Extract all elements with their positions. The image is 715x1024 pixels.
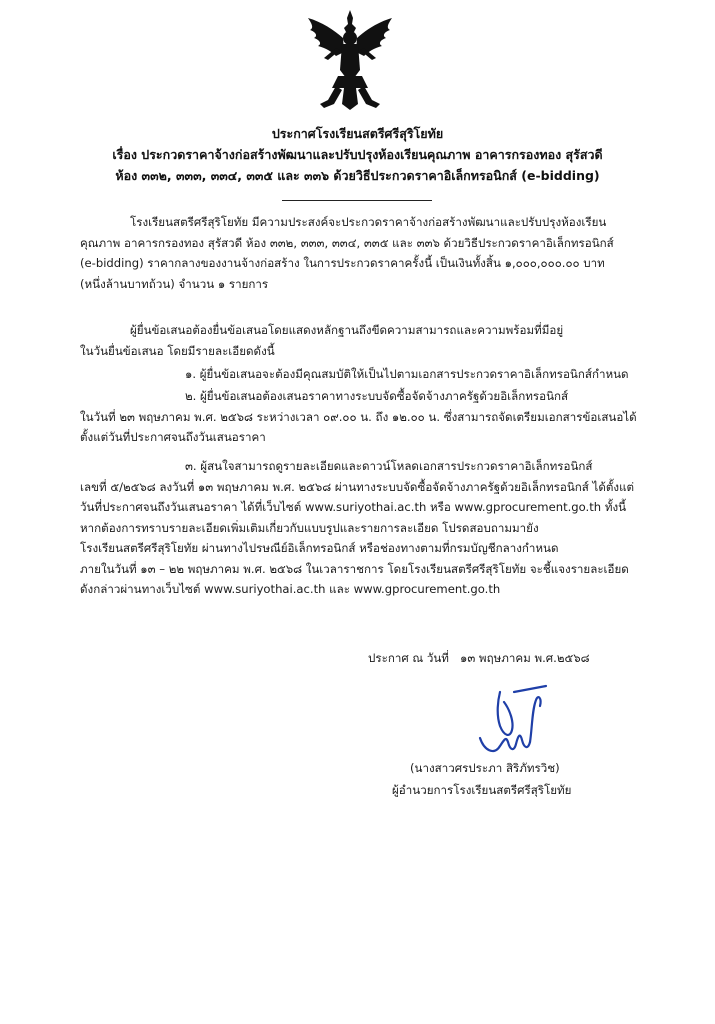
paragraph-line: (หนึ่งล้านบาทถ้วน) จำนวน ๑ รายการ [80, 276, 269, 291]
paragraph-line: วันที่ประกาศจนถึงวันเสนอราคา ได้ที่เว็บไซต์ www.suriyothai.ac.th หรือ www.gprocurement.go.th ทั้งนี้ [80, 500, 627, 514]
paragraph-line: ตั้งแต่วันที่ประกาศจนถึงวันเสนอราคา [80, 430, 266, 444]
paragraph-line: โรงเรียนสตรีศรีสุริโยทัย มีความประสงค์จะประกวดราคาจ้างก่อสร้างพัฒนาและปรับปรุงห้องเรียน [130, 215, 607, 229]
list-item-text: ๑. ผู้ยื่นข้อเสนอจะต้องมีคุณสมบัติให้เป็นไปตามเอกสารประกวดราคาอิเล็กทรอนิกส์กำหนด [185, 367, 629, 381]
paragraph-line: ๒. ผู้ยื่นข้อเสนอต้องเสนอราคาทางระบบจัดซื้อจัดจ้างภาครัฐด้วยอิเล็กทรอนิกส์ [185, 389, 569, 403]
paragraph-line: (e-bidding) ราคากลางของงานจ้างก่อสร้าง ในการประกวดราคาครั้งนี้ เป็นเงินทั้งสิ้น ๑,๐๐๐,๐๐๐.๐๐ บาท [80, 256, 605, 270]
signatory-name: (นางสาวศรประภา สิริภัทรวิช) [410, 761, 560, 775]
paragraph-line: ภายในวันที่ ๑๓ – ๒๒ พฤษภาคม พ.ศ. ๒๕๖๘ ในเวลาราชการ โดยโรงเรียนสตรีศรีสุริโยทัย จะชี้แจงรายละเอียด [80, 561, 629, 576]
paragraph-line: ในวันยื่นข้อเสนอ โดยมีรายละเอียดดังนี้ [80, 343, 275, 358]
announcement-heading: ประกาศโรงเรียนสตรีศรีสุริโยทัย [271, 126, 444, 141]
announcement-subject-rooms: ห้อง ๓๓๒, ๓๓๓, ๓๓๔, ๓๓๕ และ ๓๓๖ ด้วยวิธีประกวดราคาอิเล็กทรอนิกส์ (e-bidding) [115, 168, 600, 183]
paragraph-line: ๓. ผู้สนใจสามารถดูรายละเอียดและดาวน์โหลดเอกสารประกวดราคาอิเล็กทรอนิกส์ [185, 459, 593, 473]
list-item-2 [80, 386, 670, 448]
paragraph-line: ในวันที่ ๒๓ พฤษภาคม พ.ศ. ๒๕๖๘ ระหว่างเวลา ๐๙.๐๐ น. ถึง ๑๒.๐๐ น. ซึ่งสามารถจัดเตรียมเอกสารข้อเสนอได้ [80, 409, 637, 424]
list-item-1 [80, 364, 670, 385]
header-divider [282, 200, 432, 201]
paragraph-line: เลขที่ ๕/๒๕๖๘ ลงวันที่ ๑๓ พฤษภาคม พ.ศ. ๒๕๖๘ ผ่านทางระบบจัดซื้อจัดจ้างภาครัฐด้วยอิเล็กทรอนิกส์ ได้ตั้งแต่ [80, 479, 635, 494]
paragraph-line: ผู้ยื่นข้อเสนอต้องยื่นข้อเสนอโดยแสดงหลักฐานถึงขีดความสามารถและความพร้อมที่มีอยู่ [130, 323, 564, 337]
handwritten-signature [470, 680, 560, 760]
announcement-date: ประกาศ ณ วันที่ ๑๓ พฤษภาคม พ.ศ.๒๕๖๘ [368, 651, 590, 665]
paragraph-line: ดังกล่าวผ่านทางเว็บไซต์ www.suriyothai.ac.th และ www.gprocurement.go.th [80, 582, 501, 596]
paragraph-line: คุณภาพ อาคารกรองทอง สุรัสวดี ห้อง ๓๓๒, ๓๓๓, ๓๓๔, ๓๓๕ และ ๓๓๖ ด้วยวิธีประกวดราคาอิเล็กทรอนิกส์ [80, 235, 614, 250]
paragraph-line: โรงเรียนสตรีศรีสุริโยทัย ผ่านทางไปรษณีย์อิเล็กทรอนิกส์ หรือช่องทางตามที่กรมบัญชีกลางกำหนด [80, 541, 559, 555]
signatory-title: ผู้อำนวยการโรงเรียนสตรีศรีสุริโยทัย [392, 783, 572, 797]
paragraph-intro [80, 212, 670, 294]
announcement-subject: เรื่อง ประกวดราคาจ้างก่อสร้างพัฒนาและปรับปรุงห้องเรียนคุณภาพ อาคารกรองทอง สุรัสวดี [112, 147, 603, 162]
garuda-emblem [298, 8, 402, 112]
paragraph-requirements [80, 320, 670, 361]
paragraph-line: หากต้องการทราบรายละเอียดเพิ่มเติมเกี่ยวกับแบบรูปและรายการละเอียด โปรดสอบถามมายัง [80, 520, 539, 535]
list-item-3 [80, 456, 670, 600]
